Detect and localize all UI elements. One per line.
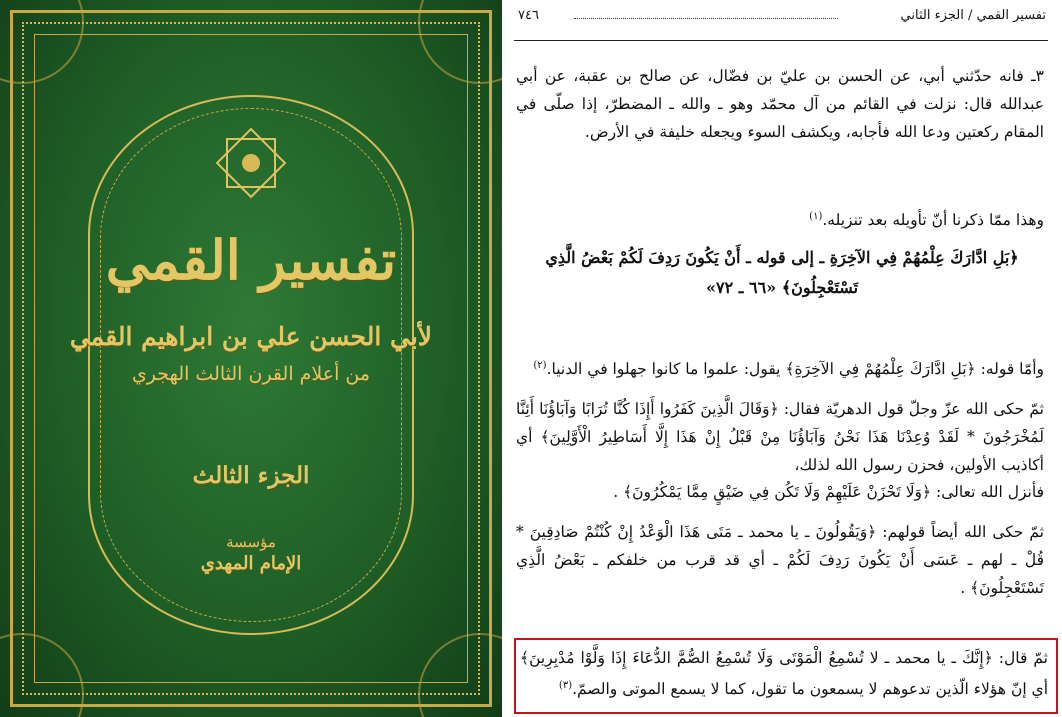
- paragraph-text: فأنزل الله تعالى: ﴿وَلَا تَحْزَنْ عَلَيْهِمْ وَلَا تَكُن فِي ضَيْقٍ مِمَّا يَمْكُرُونَ﴾ .: [613, 483, 1044, 501]
- book-page: [502, 0, 1062, 717]
- footnote-marker: (١): [809, 211, 823, 222]
- paragraph-text: ثمّ قال: ﴿إِنَّكَ ـ يا محمد ـ لا تُسْمِعُ الْمَوْتَى وَلَا تُسْمِعُ الصُّمَّ الدُّعَاءَ إِذَا وَلَّوْا مُدْبِرِينَ﴾ أي إنّ هؤلاء الّذين تدعوهم لا يسمعون ما تقول، كما لا يسمع الموتى والصمّ.: [520, 649, 1048, 699]
- cover-author: لأبي الحسن علي بن ابراهيم القمي: [69, 322, 433, 351]
- paragraph-text: وأمّا قوله: ﴿بَلِ ادَّارَكَ عِلْمُهُمْ فِي الآخِرَةِ﴾ يقول: علموا ما كانوا جهلوا في الدنيا.: [546, 360, 1044, 379]
- running-header: [514, 4, 1048, 41]
- cover-publisher-label: مؤسسة: [226, 533, 276, 551]
- paragraph: [516, 395, 1044, 479]
- paragraph-text: وهذا ممّا ذكرنا أنّ تأويله بعد تنزيله.: [822, 211, 1044, 230]
- paragraph: [516, 203, 1044, 234]
- page-number: ٧٤٦: [518, 8, 539, 23]
- book-cover: [0, 0, 502, 717]
- paragraph: [516, 62, 1044, 146]
- cover-publisher: الإمام المهدي: [200, 553, 302, 574]
- paragraph: [516, 352, 1044, 383]
- footnote-marker: (٢): [533, 360, 547, 371]
- paragraph: [516, 478, 1044, 506]
- cover-century: من أعلام القرن الثالث الهجري: [131, 363, 371, 385]
- paragraph-text: ثمّ حكى الله عزّ وجلّ قول الدهريّة فقال: ﴿وَقَالَ الَّذِينَ كَفَرُوا أَإِذَا كُنَّا تُرَابًا وَآبَاؤُنَا أَئِنَّا لَمُخْرَجُونَ * لَقَدْ وُعِدْنَا هَذَا نَحْنُ وَآبَاؤُنَا مِنْ قَبْلُ إِنْ هَذَا إِلَّا أَسَاطِيرُ الْأَوَّلِينَ﴾ أي أكاذيب الأولين، فحزن رسول الله لذلك،: [516, 400, 1044, 474]
- paragraph-text: ثمّ حكى الله أيضاً قولهم: ﴿وَيَقُولُونَ ـ يا محمد ـ مَتَى هَذَا الْوَعْدُ إِنْ كُنْتُمْ صَادِقِينَ * قُلْ ـ لهم ـ عَسَى أَنْ يَكُونَ رَدِفَ لَكُمْ ـ أي قد قرب من خلفكم ـ بَعْضُ الَّذِي تَسْتَعْجِلُونَ﴾ .: [516, 523, 1044, 597]
- paragraph-text: ٣ـ فانه حدّثني أبي، عن الحسن بن عليّ بن فضّال، عن صالح بن عقبة، عن أبي عبدالله قال: نزلت في القائم من آل محمّد وهو ـ والله ـ المضطرّ، إذا صلّى في المقام ركعتين ودعا الله فأجابه، ويكشف السوء ويجعله خليفة في الأرض.: [516, 67, 1044, 141]
- verse-block: ﴿بَلِ ادَّارَكَ عِلْمُهُمْ فِي الآخِرَةِ ـ إلى قوله ـ أَنْ يَكُونَ رَدِفَ لَكُمْ بَعْضُ الَّذِي تَسْتَعْجِلُونَ﴾ «٦٦ ـ ٧٢»: [545, 248, 1019, 297]
- header-title: تفسير القمي / الجزء الثاني: [900, 8, 1046, 23]
- highlighted-paragraph: [520, 644, 1048, 703]
- footnote-marker: (٣): [558, 680, 573, 691]
- header-leader-dots: [574, 18, 838, 19]
- cover-title: تفسير القمي: [105, 228, 397, 292]
- cover-volume: الجزء الثالث: [192, 462, 310, 489]
- rosette-center: [242, 154, 260, 172]
- paragraph: [516, 518, 1044, 602]
